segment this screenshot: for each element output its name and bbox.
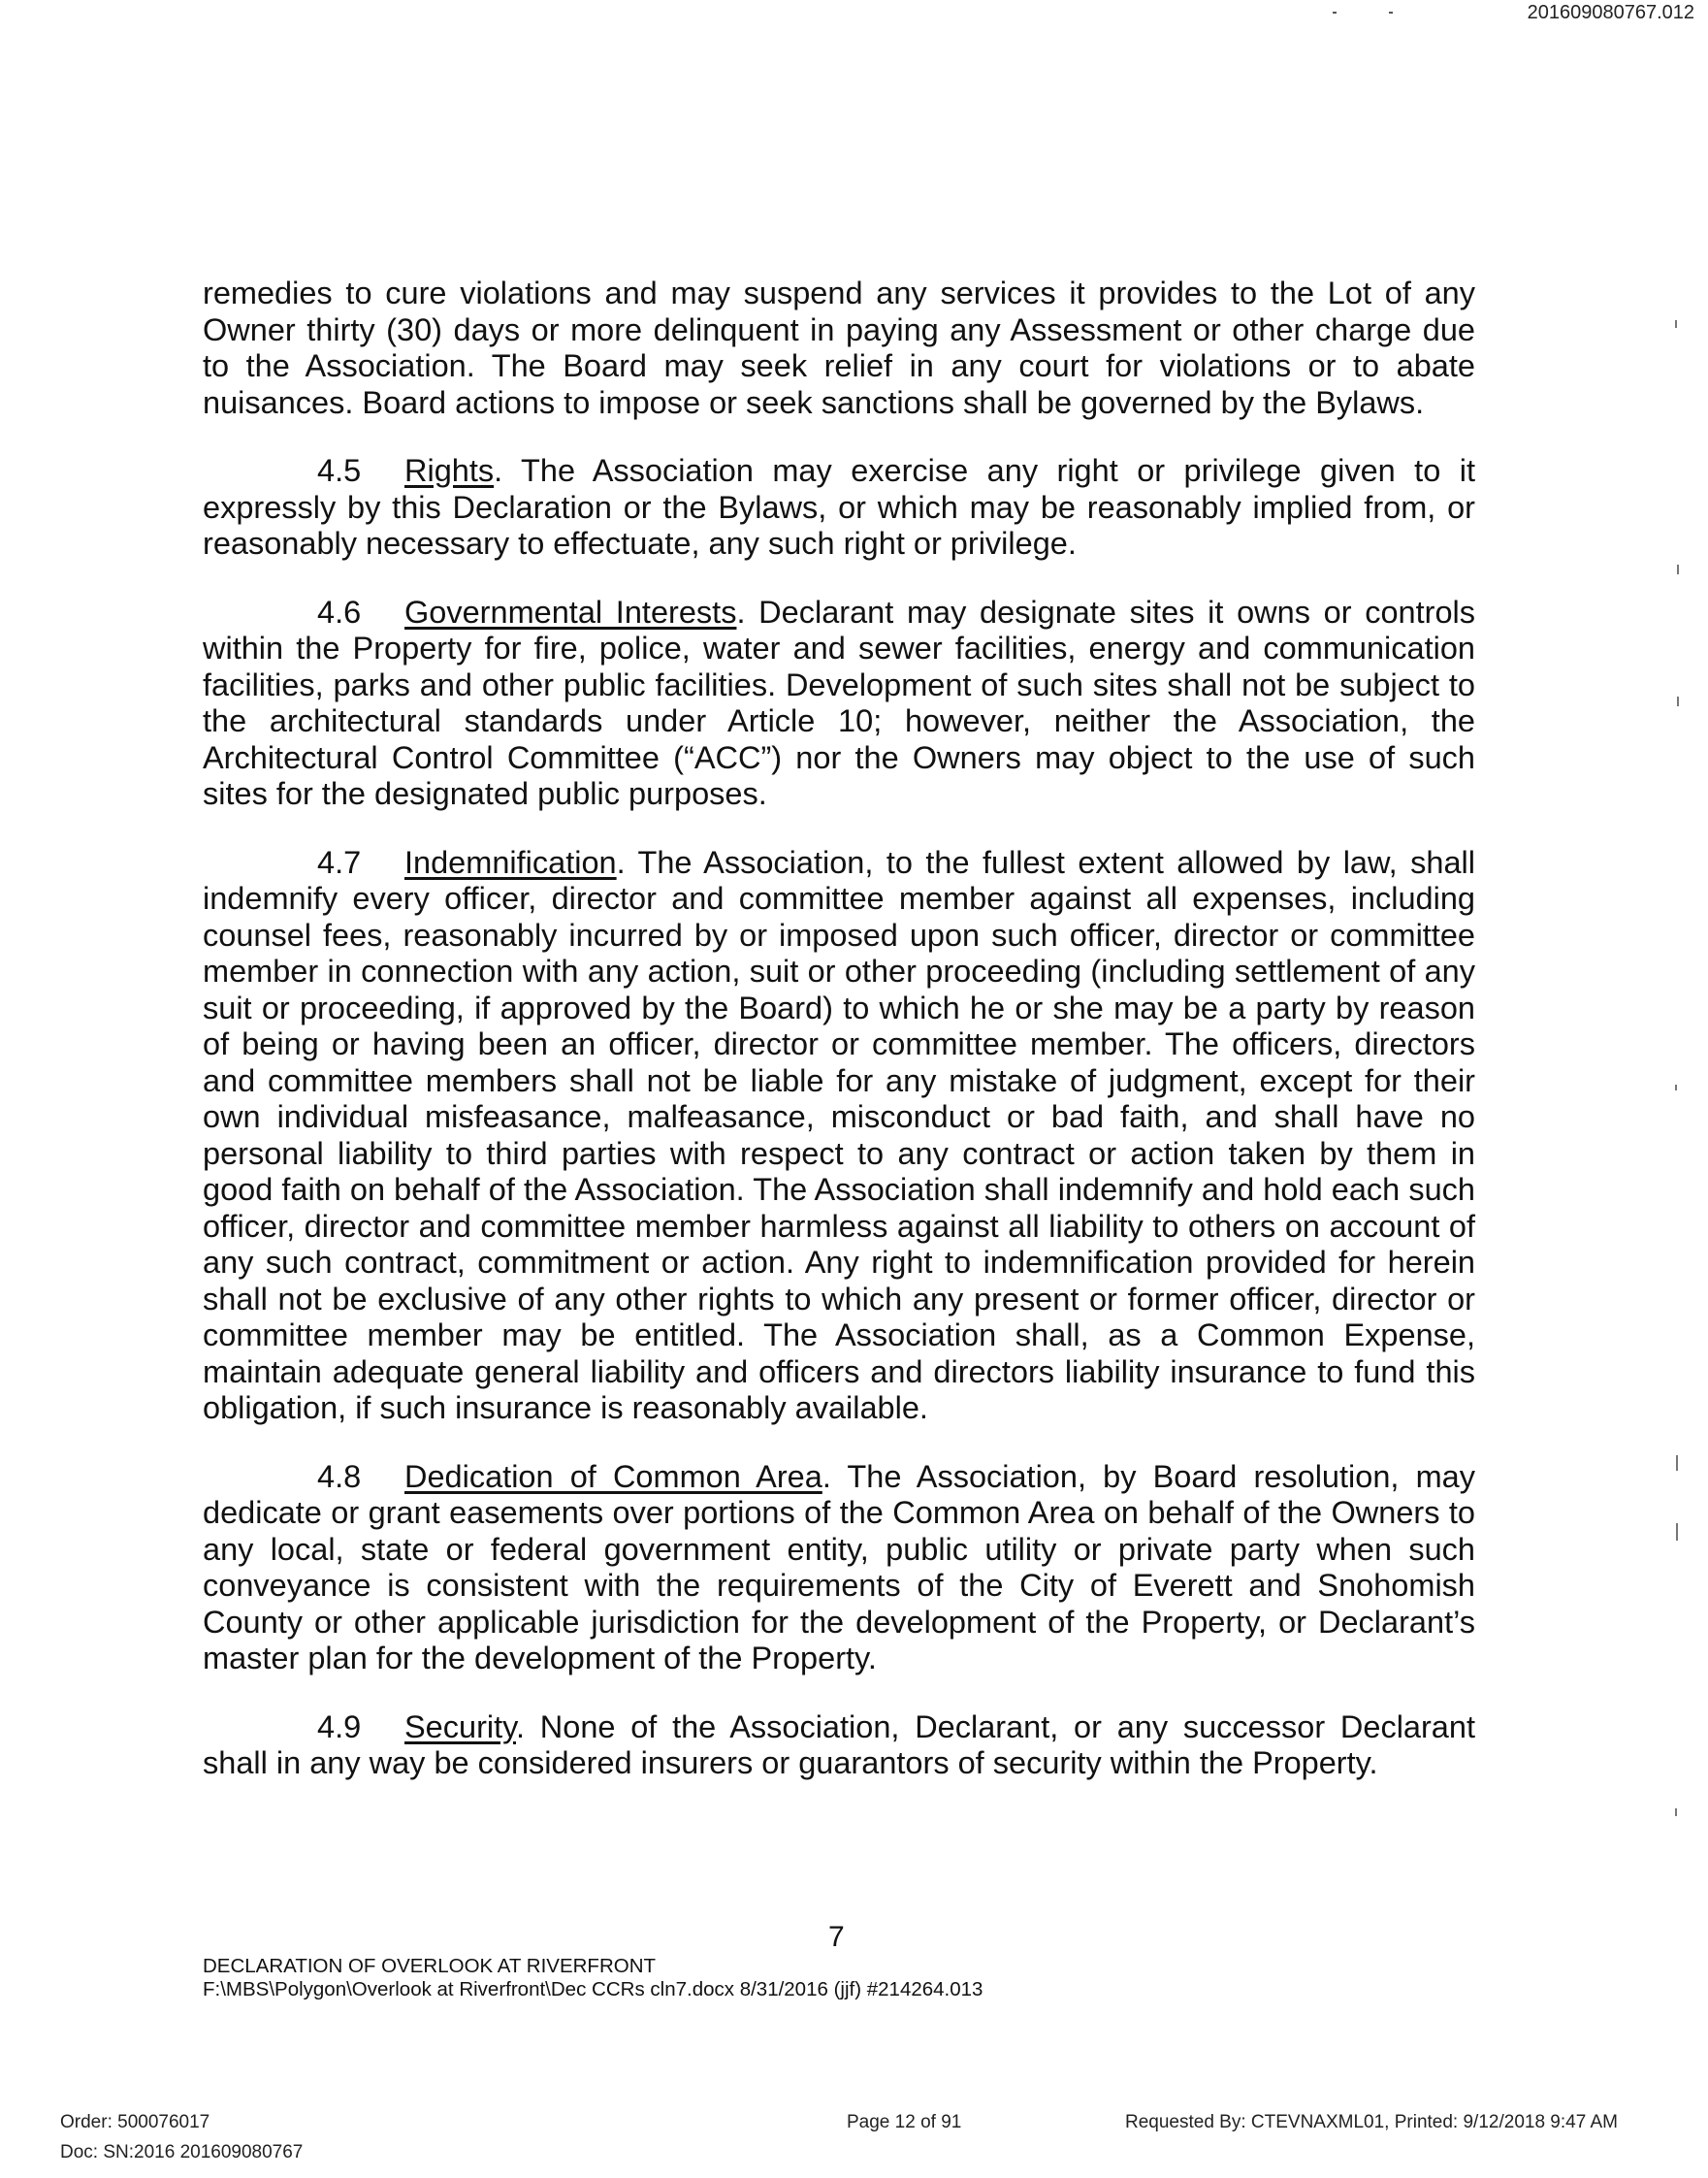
section-text: The Association, to the fullest extent allowed by law, shall indemnify every officer, director and committee member against all expenses, including counsel fees, reasonably incurred by or imposed upon such officer, director or committee member in connection with any action, suit or other proceeding (including settlement of any suit or proceeding, if approved by the Board) to which he or she may be a party by reason of being or having been an officer, director or committee member. The officers, directors and committee members shall not be liable for any mistake of judgment, except for their own individual misfeasance, malfeasance, misconduct or bad faith, and shall have no personal liability to third parties with respect to any contract or action taken by them in good faith on behalf of the Association. The Association shall indemnify and hold each such officer, director and committee member harmless against all liability to others on account of any such contract, commitment or action. Any right to indemnification provided for herein shall not be exclusive of any other rights to which any present or former officer, director or committee member may be entitled. The Association shall, as a Common Expense, maintain adequate general liability and officers and directors liability insurance to fund this obligation, if such insurance is reasonably available. [203,844,1475,1425]
scan-artifact [1675,320,1677,328]
continued-paragraph: remedies to cure violations and may suspend any services it provides to the Lot of any Owner thirty (30) days or more delinquent in paying any Assessment or other charge due to the Association. The Board may seek relief in any court for violations or to abate nuisances. Board actions to impose or seek sanctions shall be governed by the Bylaws. [203,276,1475,420]
recording-number: 201609080767.012 [1527,2,1694,23]
section-text: None of the Association, Declarant, or any successor Declarant shall in any way be considered insurers or guarantors of security within the Property. [203,1708,1475,1780]
section-heading: Rights [404,453,495,488]
section-4-7: 4.7 Indemnification. The Association, to the fullest extent allowed by law, shall indemnify every officer, director and committee member against all expenses, including counsel fees, reasonably incurred by or imposed upon such officer, director or committee member in connection with any action, suit or other proceeding (including settlement of any suit or proceeding, if approved by the Board) to which he or she may be a party by reason of being or having been an officer, director or committee member. The officers, directors and committee members shall not be liable for any mistake of judgment, except for their own individual misfeasance, malfeasance, misconduct or bad faith, and shall have no personal liability to third parties with respect to any contract or action taken by them in good faith on behalf of the Association. The Association shall indemnify and hold each such officer, director and committee member harmless against all liability to others on account of any such contract, commitment or action. Any right to indemnification provided for herein shall not be exclusive of any other rights to which any present or former officer, director or committee member may be entitled. The Association shall, as a Common Expense, maintain adequate general liability and officers and directors liability insurance to fund this obligation, if such insurance is reasonably available. [203,844,1475,1425]
document-footer [203,1955,983,2001]
section-heading: Security [404,1708,516,1744]
section-number: 4.5 [317,453,362,488]
document-body [203,276,1475,1814]
section-4-5: 4.5 Rights. The Association may exercise any right or privilege given to it expressly by this Declaration or the Bylaws, or which may be reasonably implied from, or reasonably necessary to effectuate, any such right or privilege. [203,453,1475,561]
section-heading: Indemnification [404,844,617,880]
section-4-6: 4.6 Governmental Interests. Declarant may designate sites it owns or controls within the Property for fire, police, water and sewer facilities, energy and communication facilities, parks and other public facilities. Development of such sites shall not be subject to the architectural standards under Article 10; however, neither the Association, the Architectural Control Committee (“ACC”) nor the Owners may object to the use of such sites for the designated public purposes. [203,594,1476,811]
section-text: The Association may exercise any right or privilege given to it expressly by this Declaration or the Bylaws, or which may be reasonably implied from, or reasonably necessary to effectuate, any such right or privilege. [203,453,1475,561]
scan-artifact [1677,565,1679,574]
requested-by: Requested By: CTEVNAXML01, Printed: 9/12/2018 9:47 AM [1125,2112,1619,2132]
section-number: 4.7 [317,844,362,880]
scan-artifact [1389,12,1393,14]
order-number: Order: 500076017 [60,2112,210,2132]
scan-artifact [1677,697,1679,706]
scan-artifact [1675,1808,1677,1816]
section-text: The Association, by Board resolution, may dedicate or grant easements over portions of the Common Area on behalf of the Owners to any local, state or federal government entity, public utility or private party when such conveyance is consistent with the requirements of the City of Everett and Snohomish County or other applicable jurisdiction for the development of the Property, or Declarant’s master plan for the development of the Property. [203,1458,1475,1675]
document-title: DECLARATION OF OVERLOOK AT RIVERFRONT [203,1955,657,1977]
page-count: Page 12 of 91 [847,2112,962,2132]
scan-artifact [1675,1085,1677,1090]
section-number: 4.9 [317,1708,362,1744]
section-4-9: 4.9 Security. None of the Association, Declarant, or any successor Declarant shall in any way be considered insurers or guarantors of security within the Property. [203,1708,1475,1780]
scan-artifact [1676,1523,1678,1541]
section-4-8: 4.8 Dedication of Common Area. The Association, by Board resolution, may dedicate or grant easements over portions of the Common Area on behalf of the Owners to any local, state or federal government entity, public utility or private party when such conveyance is consistent with the requirements of the City of Everett and Snohomish County or other applicable jurisdiction for the development of the Property, or Declarant’s master plan for the development of the Property. [203,1458,1475,1675]
doc-reference: Doc: SN:2016 201609080767 [60,2142,304,2162]
section-number: 4.8 [317,1458,362,1494]
section-heading: Dedication of Common Area [404,1458,822,1494]
page-number: 7 [828,1921,845,1953]
file-path: F:\MBS\Polygon\Overlook at Riverfront\Dec CCRs cln7.docx 8/31/2016 (jjf) #214264.013 [203,1978,983,2000]
section-text: Declarant may designate sites it owns or controls within the Property for fire, police, water and sewer facilities, energy and communication facilities, parks and other public facilities. Development of such sites shall not be subject to the architectural standards under Article 10; however, neither the Association, the Architectural Control Committee (“ACC”) nor the Owners may object to the use of such sites for the designated public purposes. [203,594,1476,811]
scan-artifact [1676,1455,1678,1471]
section-number: 4.6 [317,594,362,630]
section-heading: Governmental Interests [404,594,737,630]
scan-artifact [1333,12,1337,14]
